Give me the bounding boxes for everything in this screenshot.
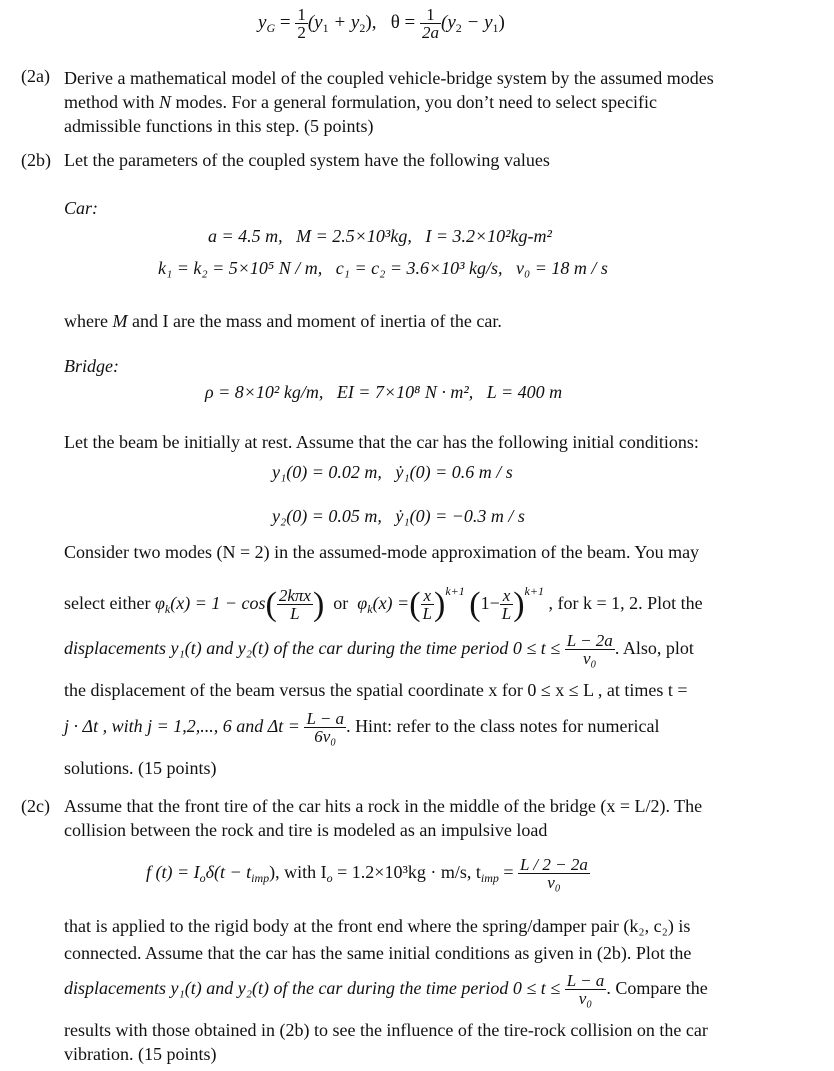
equals-1: = xyxy=(279,11,291,33)
delta-t-fraction: $\frac{L - a}{\text{6v₀}}$ xyxy=(306,709,345,747)
time-step-line: j · Δt , with j = 1,2,..., 6 and Δt = $\frac{L - a}{\text{6v₀}}$ . Hint: refer to the class notes for numerical xyxy=(64,709,660,747)
section-2a-label: (2a) xyxy=(21,66,50,86)
phi-cos-expression: $\varphi_k(x) = 1 - \cos$( $\frac{\text{2kπx}}{L}$ ) xyxy=(154,585,325,624)
section-2c-line3: that is applied to the rigid body at the front end where the spring/damper pair (k₂, c₂) is xyxy=(64,916,691,936)
top-equation xyxy=(258,6,505,41)
bridge-heading: Bridge: xyxy=(64,356,119,376)
section-2c-line2: collision between the rock and tire is modeled as an impulsive load xyxy=(64,820,548,840)
equals-2: = xyxy=(404,11,416,33)
yg-symbol: y xyxy=(258,11,267,33)
one-over-2a-fraction: $\frac{1}{2a}$ xyxy=(422,5,440,42)
comma: , xyxy=(371,11,377,33)
initial-condition-1: y₁(0) = 0.02 m, ẏ₁(0) = 0.6 m / s xyxy=(272,462,513,482)
section-2b-label: (2b) xyxy=(21,150,51,170)
section-2b-intro: Let the parameters of the coupled system have the following values xyxy=(64,150,550,170)
section-2c-line1: Assume that the front tire of the car hits a rock in the middle of the bridge (x = L/2). The xyxy=(64,796,703,816)
section-2a-body xyxy=(64,66,804,138)
phi-poly-expression: $\varphi_k(x)$ =( $\frac{x}{L}$ )$^{k+1}$ (1− $\frac{x}{L}$ )$^{k+1}$ xyxy=(357,584,544,624)
time-bound-fraction-2c: $\frac{L - a}{\text{v₀}}$ xyxy=(566,971,605,1009)
diff-expression: $(y_2 - y_1)$ xyxy=(441,11,505,35)
half-fraction: $\frac{1}{2}$ xyxy=(297,5,306,42)
section-2a-line3: admissible functions in this step. (5 points) xyxy=(64,116,374,136)
impulse-equation: f $(t) = I_o\delta(t - t_{imp})$, with $I_o = 1.2\times 10^3kg \cdot m/s$, $t_{imp}$ = $\frac{L / 2 - 2a}{\text{v₀}}$ xyxy=(146,855,588,893)
section-2c-line4: connected. Assume that the car has the same initial conditions as given in (2b). Plot the xyxy=(64,943,692,963)
section-2c-line5: displacements y₁(t) and y₂(t) of the car during the time period 0 ≤ t ≤ $\frac{L - a}{\text{v₀}}$ . Compare the xyxy=(64,971,708,1009)
sum-open: $(y_1 + y_2)$ xyxy=(307,11,372,35)
car-heading: Car: xyxy=(64,198,99,218)
time-bound-fraction-2b: $\frac{L - 2a}{\text{v₀}}$ xyxy=(566,631,613,669)
solutions-line: solutions. (15 points) xyxy=(64,758,217,778)
beam-plot-line: the displacement of the beam versus the spatial coordinate x for 0 ≤ x ≤ L , at times t = xyxy=(64,680,688,700)
section-2c-line7: vibration. (15 points) xyxy=(64,1044,217,1064)
theta-symbol: θ xyxy=(390,11,400,33)
car-params-line1: a = 4.5 m, M = 2.5×10³kg, I = 3.2×10²kg-m² xyxy=(208,226,552,246)
t-imp-fraction: $\frac{L / 2 - 2a}{\text{v₀}}$ xyxy=(520,855,588,893)
section-2a-line2: method with N modes. For a general formulation, you don’t need to select specific xyxy=(64,92,658,112)
displacement-plot-line: displacements y₁(t) and y₂(t) of the car during the time period 0 ≤ t ≤ $\frac{L - 2a}{\text{v₀}}$ . Also, plot xyxy=(64,631,694,669)
section-2c-line6: results with those obtained in (2b) to see the influence of the tire-rock collision on the car xyxy=(64,1020,708,1040)
initial-condition-2: y₂(0) = 0.05 m, ẏ₁(0) = −0.3 m / s xyxy=(272,506,525,526)
where-sentence: where M and I are the mass and moment of inertia of the car. xyxy=(64,311,502,331)
section-2c-label: (2c) xyxy=(21,796,50,816)
yg-subscript: G xyxy=(266,20,276,35)
modes-sentence: Consider two modes (N = 2) in the assumed-mode approximation of the beam. You may xyxy=(64,542,700,562)
section-2a-line1: Derive a mathematical model of the coupled vehicle-bridge system by the assumed modes xyxy=(64,68,714,88)
bridge-params-line: ρ = 8×10² kg/m, EI = 7×10⁸ N · m², L = 400 m xyxy=(205,382,563,402)
car-params-line2: k₁ = k₂ = 5×10⁵ N / m, c₁ = c₂ = 3.6×10³ kg/s, v₀ = 18 m / s xyxy=(158,258,608,278)
initial-rest-sentence: Let the beam be initially at rest. Assume that the car has the following initial conditions: xyxy=(64,432,699,452)
mode-shape-line: select either $\varphi_k(x) = 1 - \cos$( $\frac{\text{2kπx}}{L}$ ) or $\varphi_k(x)$ =( $\frac{x}{L}$ )$^{k+1}$ (1− $\frac{x}{L}$ )$^{k+1}$ , for k = 1, 2. Plot the xyxy=(64,584,703,624)
